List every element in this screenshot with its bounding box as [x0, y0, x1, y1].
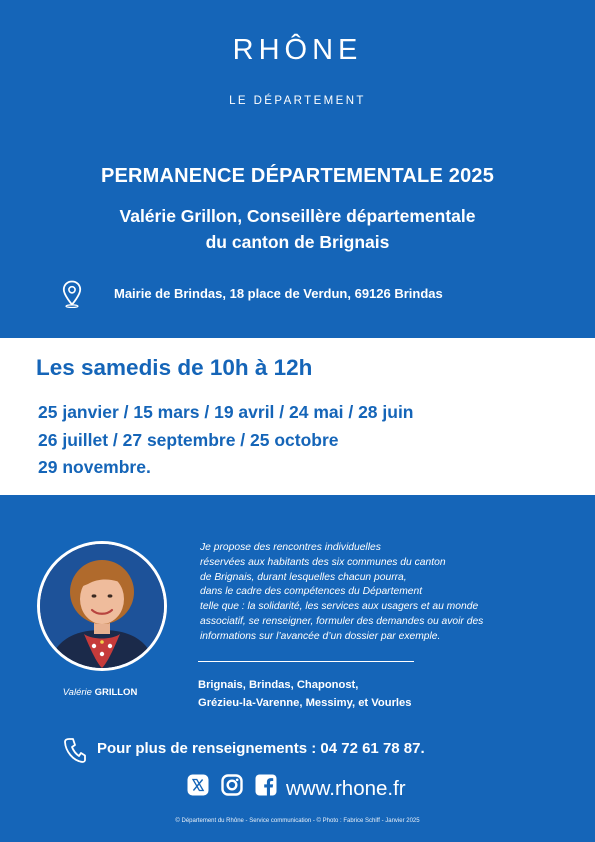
page-title: PERMANENCE DÉPARTEMENTALE 2025 [100, 165, 495, 187]
portrait-caption [40, 687, 160, 698]
address: Mairie de Brindas, 18 place de Verdun, 69126 Brindas [114, 286, 443, 301]
website-link[interactable]: www.rhone.fr [286, 777, 406, 800]
description-line: réservées aux habitants des six communes du canton [200, 556, 446, 568]
social-links [187, 774, 277, 801]
dates-line-1: 25 janvier / 15 mars / 19 avril / 24 mai / 28 juin [38, 402, 414, 422]
description-line: telle que : la solidarité, les services aux usagers et au monde [200, 601, 479, 613]
divider [198, 661, 414, 662]
logo: RHÔNE [232, 34, 363, 66]
caption-first-name: Valérie [62, 687, 92, 698]
subtitle-line-2: du canton de Brignais [205, 232, 390, 252]
x-icon[interactable] [187, 774, 209, 801]
subtitle-line-1: Valérie Grillon, Conseillère départementale [119, 206, 476, 226]
phone-icon [64, 737, 86, 768]
communes-line-1: Brignais, Brindas, Chaponost, [198, 679, 359, 691]
instagram-icon[interactable] [221, 774, 243, 801]
description-line: dans le cadre des compétences du Département [200, 586, 423, 598]
facebook-icon[interactable] [255, 774, 277, 801]
schedule-title: Les samedis de 10h à 12h [36, 355, 313, 380]
credits: © Département du Rhône - Service communication - © Photo : Fabrice Schiff - Janvier 2025 [175, 818, 420, 824]
communes-list [198, 676, 411, 712]
logo-subtitle: LE DÉPARTEMENT [229, 95, 366, 107]
map-pin-icon [62, 279, 82, 309]
page-subtitle [0, 203, 595, 255]
description-line: de Brignais, durant lesquelles chacun pourra, [200, 571, 407, 583]
description-line: informations sur l’avancée d’un dossier par exemple. [200, 630, 441, 642]
dates-line-3: 29 novembre. [38, 457, 151, 477]
dates-line-2: 26 juillet / 27 septembre / 25 octobre [38, 429, 339, 450]
portrait-photo [37, 541, 167, 671]
caption-last-name: GRILLON [94, 687, 138, 698]
schedule-dates [38, 399, 414, 482]
communes-line-2: Grézieu-la-Varenne, Messimy, et Vourles [198, 697, 412, 709]
description [200, 541, 565, 645]
description-line: Je propose des rencontres individuelles [200, 542, 381, 553]
description-line: associatif, se renseigner, formuler des demandes ou avoir des [200, 615, 484, 627]
contact-info: Pour plus de renseignements : 04 72 61 78 87. [97, 740, 425, 757]
